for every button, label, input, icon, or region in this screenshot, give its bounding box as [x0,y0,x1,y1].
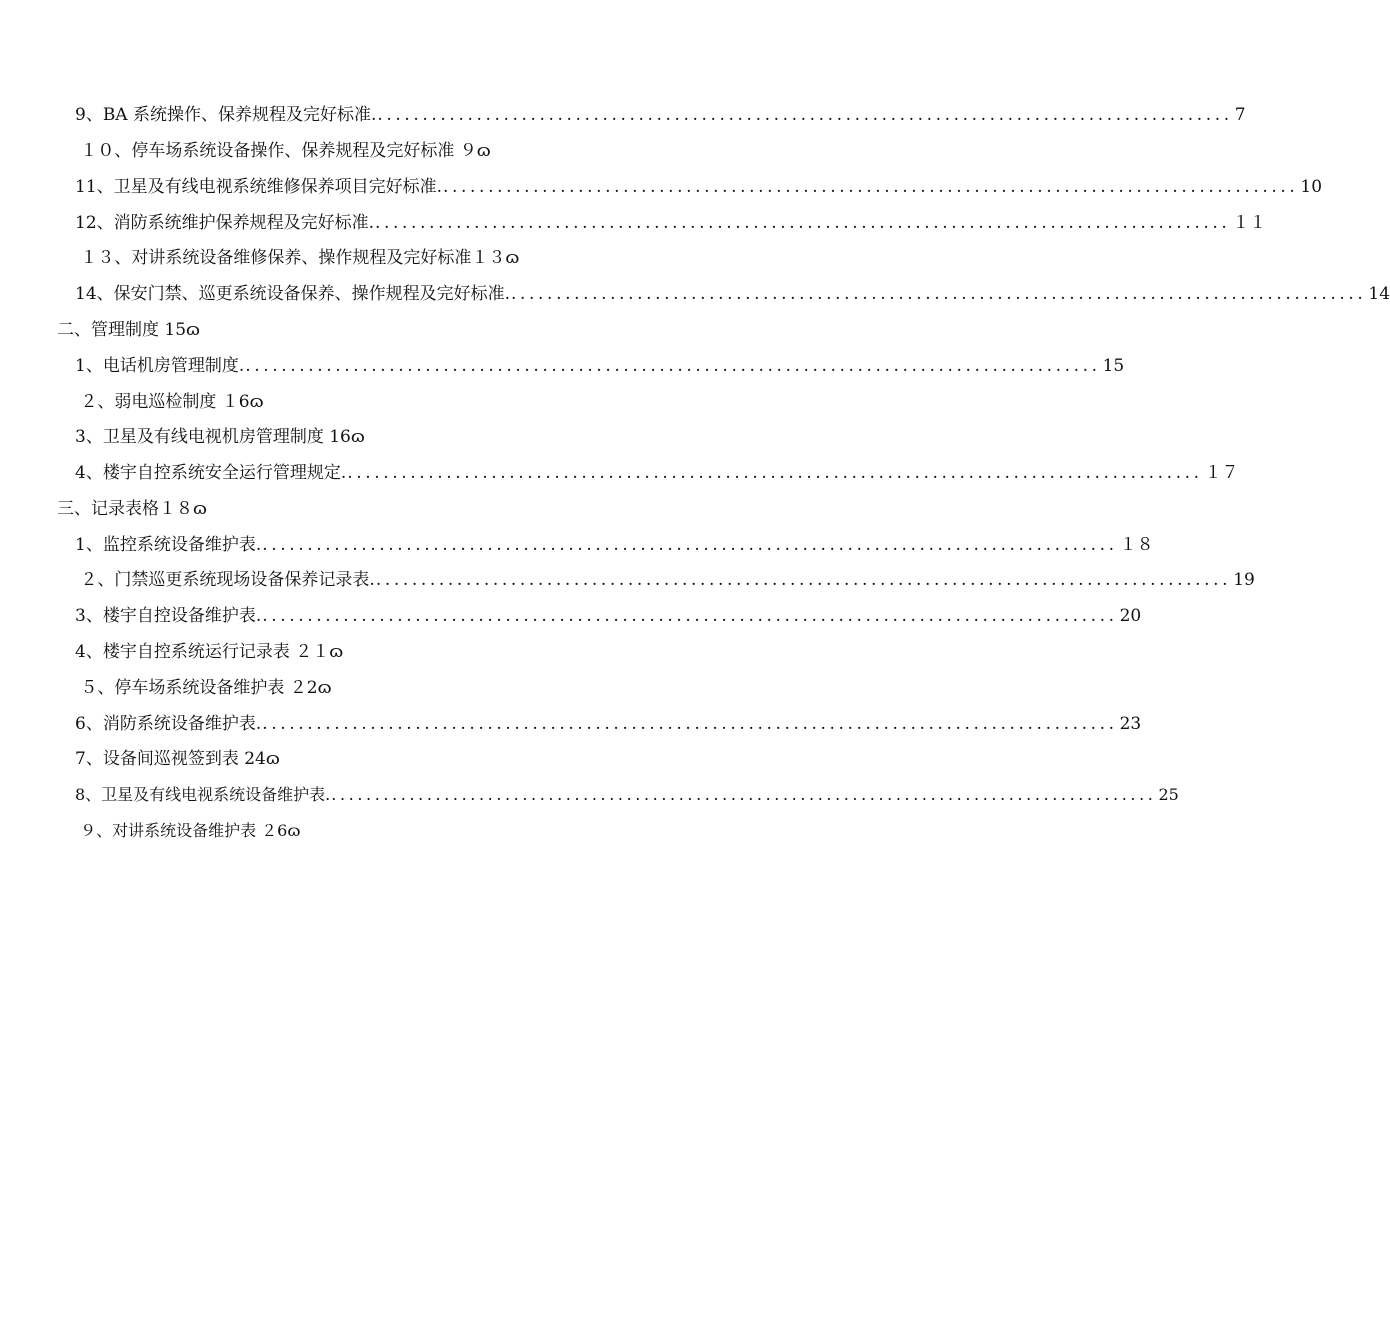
toc-entry-page: 19 [1233,570,1255,590]
toc-entry-label: 12、消防系统维护保养规程及完好标准. [75,213,375,233]
toc-entry [75,712,1142,736]
toc-entry-label: 二、管理制度 15ɷ [57,320,200,340]
toc-entry-leader: ............................................................................................... [375,213,1231,233]
toc-entry [75,568,1255,592]
toc-entry [75,640,343,664]
toc-entry-label: 1、监控系统设备维护表. [75,535,262,555]
toc-entry-label: ９、对讲系统设备维护表 ２6ɷ [75,821,301,840]
toc-entry-page: １７ [1204,463,1239,483]
toc-entry [75,282,1390,306]
toc-entry-label: 7、设备间巡视签到表 24ɷ [75,749,280,769]
toc-section-heading [57,497,207,521]
toc-entry-label: 3、楼宇自控设备维护表. [75,606,262,626]
toc-entry-label: ２、弱电巡检制度 １6ɷ [75,392,264,412]
toc-entry [75,604,1142,628]
toc-entry [75,533,1154,557]
toc-entry-label: １３、对讲系统设备维修保养、操作规程及完好标准１３ɷ [75,248,520,268]
toc-entry-page: 15 [1102,356,1125,376]
toc-entry-page: 25 [1158,785,1179,804]
toc-entry-page: 14 [1368,284,1390,304]
toc-entry [75,747,280,771]
toc-entry-label: 1、电话机房管理制度. [75,356,245,376]
toc-entry [75,425,365,449]
toc-entry-leader: ............................................................................................... [262,535,1118,555]
toc-entry-leader: ............................................................................................... [511,284,1367,304]
toc-entry [75,461,1239,485]
toc-entry-label: 3、卫星及有线电视机房管理制度 16ɷ [75,427,365,447]
toc-entry-page: １１ [1232,213,1267,233]
toc-entry-page: １８ [1119,535,1154,555]
toc-entry-label: 6、消防系统设备维护表. [75,714,262,734]
toc-entry-label: 4、楼宇自控系统运行记录表 ２１ɷ [75,642,344,662]
toc-entry [75,103,1246,127]
toc-entry-leader: ............................................................................................... [262,714,1118,734]
toc-entry-page: 20 [1119,606,1142,626]
toc-entry-label: １０、停车场系统设备操作、保养规程及完好标准 ９ɷ [75,141,491,161]
toc-entry-leader: ............................................................................................... [245,356,1101,376]
toc-section-heading [57,318,200,342]
toc-entry-label: 三、记录表格１８ɷ [57,499,207,519]
toc-entry-label: 8、卫星及有线电视系统设备维护表. [75,785,331,804]
toc-entry-label: 9、BA 系统操作、保养规程及完好标准. [75,105,377,125]
toc-entry [75,354,1125,378]
toc-entry [75,819,301,843]
toc-entry-leader: ............................................................................................... [331,785,1157,804]
toc-entry [75,211,1267,235]
toc-entry [75,676,332,700]
toc-entry [75,783,1179,807]
toc-entry-page: 23 [1119,714,1142,734]
toc-entry-label: 4、楼宇自控系统安全运行管理规定. [75,463,347,483]
toc-entry-page: 10 [1300,177,1323,197]
toc-entry-page: 7 [1234,105,1246,125]
toc-entry [75,390,264,414]
toc-entry-leader: ............................................................................................... [262,606,1118,626]
toc-entry-label: 14、保安门禁、巡更系统设备保养、操作规程及完好标准. [75,284,511,304]
toc-entry-leader: ............................................................................................... [375,570,1232,590]
toc-entry [75,139,491,163]
toc-entry-leader: ............................................................................................... [443,177,1299,197]
toc-entry [75,175,1323,199]
toc-entry [75,246,519,270]
toc-entry-label: ２、门禁巡更系统现场设备保养记录表. [75,570,375,590]
toc-entry-label: 11、卫星及有线电视系统维修保养项目完好标准. [75,177,443,197]
toc-entry-leader: ............................................................................................... [377,105,1233,125]
toc-entry-leader: ............................................................................................... [347,463,1203,483]
toc-entry-label: ５、停车场系统设备维护表 ２2ɷ [75,678,332,698]
